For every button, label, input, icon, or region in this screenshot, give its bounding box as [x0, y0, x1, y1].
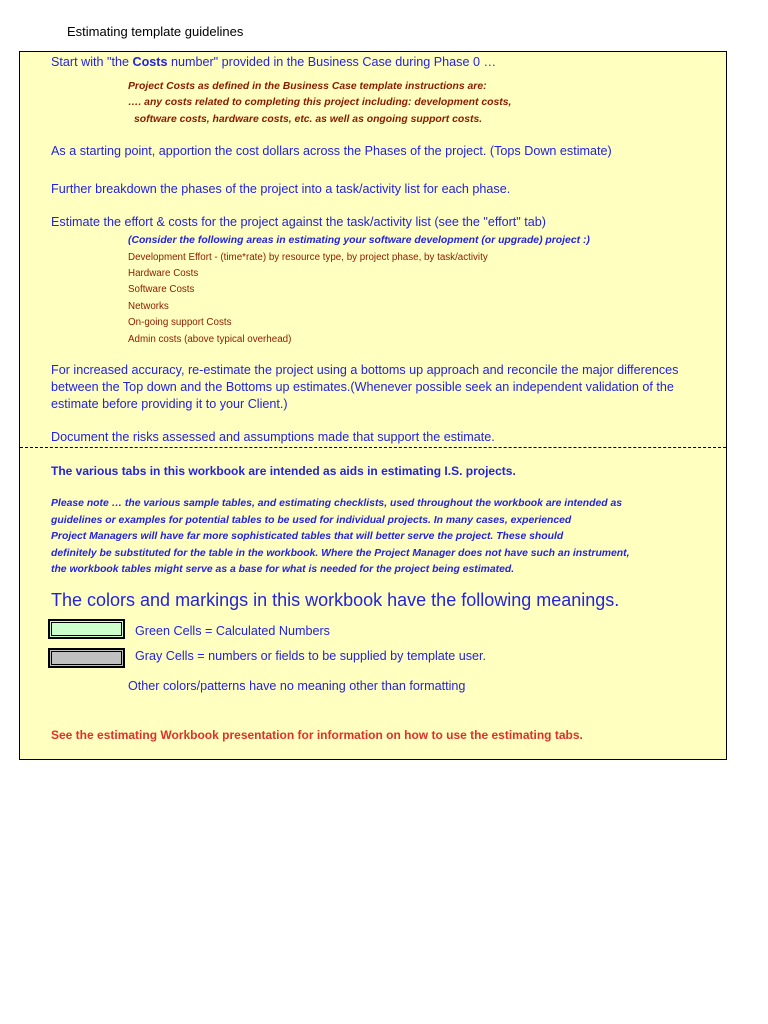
- area-item: Software Costs: [128, 284, 195, 295]
- please-note-line-5: the workbook tables might serve as a base for what is needed for the project being estimated.: [51, 564, 515, 575]
- document-step: Document the risks assessed and assumptions made that support the estimate.: [51, 430, 495, 444]
- intro-costs-bold: Costs: [132, 55, 168, 69]
- please-note-line-4: definitely be substituted for the table in the workbook. Where the Project Manager does not have such an instrument,: [51, 548, 630, 559]
- presentation-note: See the estimating Workbook presentation for information on how to use the estimating tabs.: [51, 728, 583, 742]
- cost-definition-line-2: …. any costs related to completing this project including: development costs,: [128, 97, 512, 108]
- intro-suffix: number" provided in the Business Case during Phase 0 …: [167, 55, 497, 69]
- gray-cell-swatch: [48, 648, 125, 668]
- legend-title: The colors and markings in this workbook have the following meanings.: [51, 590, 620, 610]
- guidelines-box: [19, 51, 727, 760]
- cost-definition-line-1: Project Costs as defined in the Business Case template instructions are:: [128, 81, 487, 92]
- apportion-step: As a starting point, apportion the cost dollars across the Phases of the project. (Tops Down estimate): [51, 144, 612, 158]
- consider-note: (Consider the following areas in estimating your software development (or upgrade) project :): [128, 235, 590, 246]
- please-note-line-1: Please note … the various sample tables, and estimating checklists, used throughout the workbook are intended as: [51, 498, 623, 509]
- gray-cell-label: Gray Cells = numbers or fields to be supplied by template user.: [135, 649, 487, 663]
- tabs-note: The various tabs in this workbook are intended as aids in estimating I.S. projects.: [51, 464, 516, 478]
- area-item: Networks: [128, 301, 169, 312]
- reestimate-line-1: For increased accuracy, re-estimate the project using a bottoms up approach and reconcile the major differences: [51, 363, 679, 377]
- green-cell-label: Green Cells = Calculated Numbers: [135, 624, 330, 638]
- page-title: Estimating template guidelines: [67, 24, 244, 39]
- please-note-line-3: Project Managers will have far more sophisticated tables that will better serve the project. These should: [51, 531, 564, 542]
- section-divider: [20, 447, 726, 448]
- area-item: Development Effort - (time*rate) by resource type, by project phase, by task/activity: [128, 252, 488, 263]
- intro-line: [51, 55, 496, 69]
- estimate-step: Estimate the effort & costs for the project against the task/activity list (see the "effort" tab): [51, 215, 546, 229]
- green-cell-swatch: [48, 619, 125, 639]
- area-item: Admin costs (above typical overhead): [128, 334, 292, 345]
- please-note-line-2: guidelines or examples for potential tables to be used for individual projects. In many cases, experienced: [51, 515, 572, 526]
- area-item: Hardware Costs: [128, 268, 199, 279]
- reestimate-line-3: estimate before providing it to your Client.): [51, 397, 288, 411]
- reestimate-line-2: between the Top down and the Bottoms up estimates.(Whenever possible seek an independent validation of the: [51, 380, 674, 394]
- cost-definition-line-3: software costs, hardware costs, etc. as well as ongoing support costs.: [134, 114, 483, 125]
- intro-prefix: Start with "the: [51, 55, 133, 69]
- other-colors-note: Other colors/patterns have no meaning other than formatting: [128, 679, 466, 693]
- area-item: On-going support Costs: [128, 317, 232, 328]
- breakdown-step: Further breakdown the phases of the project into a task/activity list for each phase.: [51, 182, 511, 196]
